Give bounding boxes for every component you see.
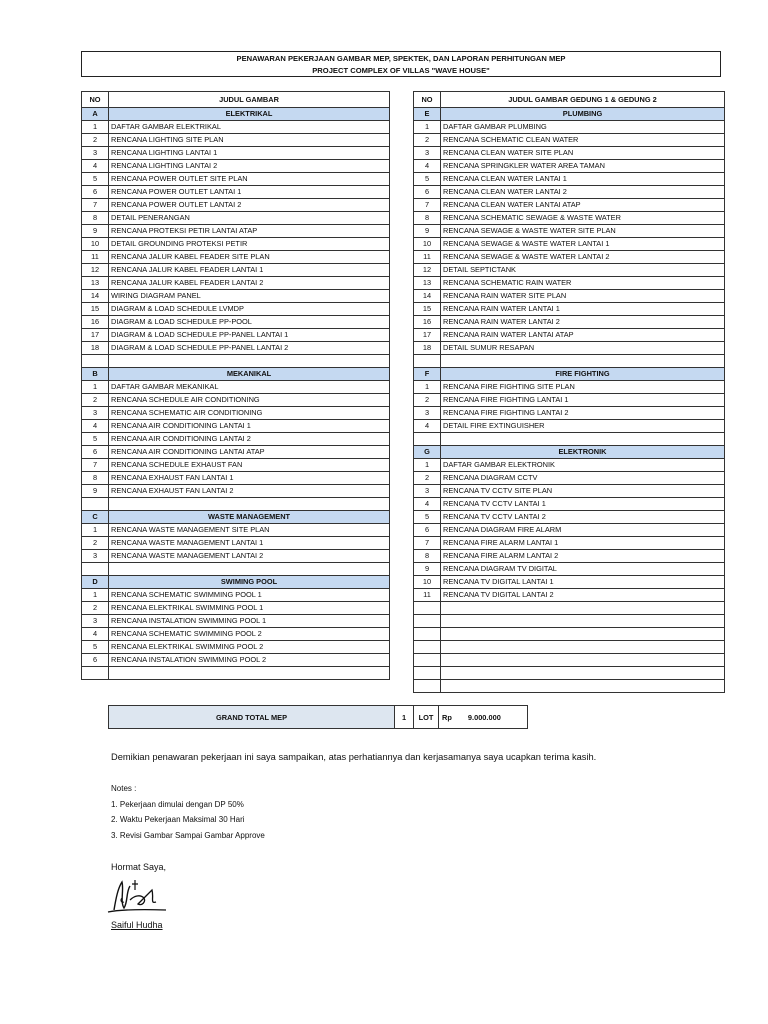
note-item: 2. Waktu Pekerjaan Maksimal 30 Hari	[111, 815, 245, 824]
table-row	[82, 251, 390, 264]
drawing-title: RENCANA RAIN WATER LANTAI ATAP	[441, 329, 725, 342]
row-number: 3	[414, 485, 441, 498]
row-number: 9	[414, 563, 441, 576]
grand-total-label: GRAND TOTAL MEP	[109, 706, 395, 729]
grand-total-row	[108, 705, 528, 729]
table-row	[82, 433, 390, 446]
row-number: 16	[82, 316, 109, 329]
table-row	[414, 147, 725, 160]
row-number	[414, 680, 441, 693]
table-row	[414, 173, 725, 186]
drawing-title: RENCANA RAIN WATER SITE PLAN	[441, 290, 725, 303]
drawing-title: RENCANA PROTEKSI PETIR LANTAI ATAP	[109, 225, 390, 238]
empty-row	[414, 433, 725, 446]
row-number	[82, 355, 109, 368]
row-number	[82, 563, 109, 576]
table-row	[82, 589, 390, 602]
table-row	[82, 329, 390, 342]
row-number: 5	[414, 511, 441, 524]
row-number: 8	[414, 550, 441, 563]
row-number	[82, 498, 109, 511]
table-row	[414, 420, 725, 433]
category-name: SWIMING POOL	[109, 576, 390, 589]
table-row	[82, 264, 390, 277]
drawing-title	[441, 667, 725, 680]
regards-text: Hormat Saya,	[111, 862, 167, 872]
row-number: 9	[414, 225, 441, 238]
row-number: 7	[414, 537, 441, 550]
drawing-title: RENCANA AIR CONDITIONING LANTAI ATAP	[109, 446, 390, 459]
row-number: 2	[82, 602, 109, 615]
column-header-title: JUDUL GAMBAR GEDUNG 1 & GEDUNG 2	[441, 92, 725, 108]
drawing-title: RENCANA EXHAUST FAN LANTAI 1	[109, 472, 390, 485]
table-row	[414, 394, 725, 407]
note-item: 3. Revisi Gambar Sampai Gambar Approve	[111, 830, 265, 840]
empty-row	[414, 654, 725, 667]
category-name: PLUMBING	[441, 108, 725, 121]
table-row	[82, 537, 390, 550]
drawing-title: RENCANA SEWAGE & WASTE WATER LANTAI 2	[441, 251, 725, 264]
row-number: 3	[82, 615, 109, 628]
row-number: 12	[414, 264, 441, 277]
drawing-title: RENCANA RAIN WATER LANTAI 2	[441, 316, 725, 329]
table-row	[82, 147, 390, 160]
row-number: 2	[82, 134, 109, 147]
drawing-title: RENCANA SEWAGE & WASTE WATER SITE PLAN	[441, 225, 725, 238]
notes-section	[111, 781, 265, 843]
row-number: 9	[82, 485, 109, 498]
row-number: 4	[82, 160, 109, 173]
drawing-title: RENCANA DIAGRAM CCTV	[441, 472, 725, 485]
row-number: 3	[82, 550, 109, 563]
document-title: PENAWARAN PEKERJAAN GAMBAR MEP, SPEKTEK, DAN LAPORAN PERHITUNGAN MEP	[236, 54, 566, 63]
row-number: 18	[82, 342, 109, 355]
row-number: 4	[82, 628, 109, 641]
row-number: 3	[82, 407, 109, 420]
table-row	[82, 134, 390, 147]
drawing-title: WIRING DIAGRAM PANEL	[109, 290, 390, 303]
drawing-title: DETAIL FIRE EXTINGUISHER	[441, 420, 725, 433]
drawing-title: RENCANA WASTE MANAGEMENT SITE PLAN	[109, 524, 390, 537]
category-name: ELEKTRIKAL	[109, 108, 390, 121]
table-row	[82, 381, 390, 394]
category-row	[414, 446, 725, 459]
row-number	[414, 615, 441, 628]
row-number: 5	[82, 641, 109, 654]
table-row	[414, 524, 725, 537]
category-code: B	[82, 368, 109, 381]
table-row	[82, 628, 390, 641]
category-name: ELEKTRONIK	[441, 446, 725, 459]
drawing-title: RENCANA SCHEMATIC SWIMMING POOL 2	[109, 628, 390, 641]
table-row	[82, 446, 390, 459]
document-title-box	[81, 51, 721, 77]
drawing-title: RENCANA INSTALATION SWIMMING POOL 2	[109, 654, 390, 667]
row-number: 6	[82, 446, 109, 459]
table-row	[414, 238, 725, 251]
table-row	[82, 654, 390, 667]
table-row	[414, 472, 725, 485]
empty-row	[414, 602, 725, 615]
row-number	[414, 654, 441, 667]
notes-title: Notes :	[111, 784, 137, 793]
table-row	[82, 407, 390, 420]
drawing-title	[441, 602, 725, 615]
table-row	[414, 381, 725, 394]
drawing-title	[109, 355, 390, 368]
drawing-title: RENCANA SCHEDULE EXHAUST FAN	[109, 459, 390, 472]
drawing-title: RENCANA CLEAN WATER SITE PLAN	[441, 147, 725, 160]
row-number: 1	[82, 121, 109, 134]
drawing-title: RENCANA TV DIGITAL LANTAI 2	[441, 589, 725, 602]
drawing-title	[441, 355, 725, 368]
drawing-title: RENCANA SCHEMATIC SWIMMING POOL 1	[109, 589, 390, 602]
drawing-title: RENCANA CLEAN WATER LANTAI 2	[441, 186, 725, 199]
row-number: 1	[414, 381, 441, 394]
empty-row	[82, 355, 390, 368]
table-row	[82, 342, 390, 355]
row-number: 18	[414, 342, 441, 355]
row-number	[414, 433, 441, 446]
drawing-title: DIAGRAM & LOAD SCHEDULE PP-PANEL LANTAI 2	[109, 342, 390, 355]
category-code: A	[82, 108, 109, 121]
category-code: E	[414, 108, 441, 121]
empty-row	[414, 628, 725, 641]
row-number: 10	[82, 238, 109, 251]
signature-icon	[104, 876, 174, 918]
row-number: 13	[82, 277, 109, 290]
row-number: 10	[414, 576, 441, 589]
category-row	[82, 576, 390, 589]
table-row	[82, 225, 390, 238]
table-row	[82, 459, 390, 472]
left-drawing-table	[81, 91, 390, 680]
category-code: G	[414, 446, 441, 459]
category-row	[414, 368, 725, 381]
category-code: C	[82, 511, 109, 524]
table-row	[414, 251, 725, 264]
table-row	[82, 212, 390, 225]
drawing-title: DETAIL PENERANGAN	[109, 212, 390, 225]
row-number: 3	[414, 147, 441, 160]
right-drawing-table	[413, 91, 725, 693]
table-header-row	[414, 92, 725, 108]
table-row	[82, 277, 390, 290]
table-row	[414, 485, 725, 498]
row-number: 17	[414, 329, 441, 342]
row-number: 5	[82, 433, 109, 446]
column-header-no: NO	[414, 92, 441, 108]
drawing-title: DETAIL GROUNDING PROTEKSI PETIR	[109, 238, 390, 251]
table-row	[82, 238, 390, 251]
table-row	[414, 563, 725, 576]
drawing-title: RENCANA INSTALATION SWIMMING POOL 1	[109, 615, 390, 628]
table-row	[82, 641, 390, 654]
table-row	[414, 511, 725, 524]
drawing-title: RENCANA JALUR KABEL FEADER LANTAI 2	[109, 277, 390, 290]
table-row	[414, 303, 725, 316]
table-row	[82, 394, 390, 407]
row-number: 3	[82, 147, 109, 160]
table-row	[82, 173, 390, 186]
drawing-title: RENCANA SCHEMATIC CLEAN WATER	[441, 134, 725, 147]
row-number: 6	[414, 186, 441, 199]
category-name: FIRE FIGHTING	[441, 368, 725, 381]
drawing-title: RENCANA EXHAUST FAN LANTAI 2	[109, 485, 390, 498]
table-row	[414, 407, 725, 420]
row-number: 8	[414, 212, 441, 225]
drawing-title: RENCANA TV CCTV SITE PLAN	[441, 485, 725, 498]
table-row	[82, 121, 390, 134]
row-number: 2	[414, 134, 441, 147]
row-number: 2	[82, 537, 109, 550]
drawing-title: RENCANA AIR CONDITIONING LANTAI 1	[109, 420, 390, 433]
drawing-title	[441, 680, 725, 693]
table-row	[82, 615, 390, 628]
drawing-title: RENCANA LIGHTING SITE PLAN	[109, 134, 390, 147]
drawing-title: RENCANA CLEAN WATER LANTAI ATAP	[441, 199, 725, 212]
table-header-row	[82, 92, 390, 108]
drawing-title: DAFTAR GAMBAR ELEKTRIKAL	[109, 121, 390, 134]
table-row	[82, 602, 390, 615]
column-header-title: JUDUL GAMBAR	[109, 92, 390, 108]
row-number: 11	[414, 589, 441, 602]
category-row	[82, 108, 390, 121]
table-row	[414, 342, 725, 355]
drawing-title: RENCANA WASTE MANAGEMENT LANTAI 1	[109, 537, 390, 550]
drawing-title: RENCANA FIRE FIGHTING LANTAI 2	[441, 407, 725, 420]
drawing-title: RENCANA SPRINGKLER WATER AREA TAMAN	[441, 160, 725, 173]
row-number: 1	[82, 381, 109, 394]
drawing-title: RENCANA TV DIGITAL LANTAI 1	[441, 576, 725, 589]
table-row	[82, 290, 390, 303]
project-name: PROJECT COMPLEX OF VILLAS "WAVE HOUSE"	[312, 66, 490, 75]
drawing-title: RENCANA TV CCTV LANTAI 1	[441, 498, 725, 511]
drawing-title	[109, 498, 390, 511]
drawing-title: RENCANA POWER OUTLET SITE PLAN	[109, 173, 390, 186]
row-number: 4	[414, 160, 441, 173]
drawing-title: RENCANA FIRE ALARM LANTAI 1	[441, 537, 725, 550]
row-number: 9	[82, 225, 109, 238]
category-row	[414, 108, 725, 121]
row-number: 4	[82, 420, 109, 433]
row-number: 4	[414, 498, 441, 511]
table-row	[414, 329, 725, 342]
table-row	[414, 121, 725, 134]
row-number: 3	[414, 407, 441, 420]
category-name: MEKANIKAL	[109, 368, 390, 381]
drawing-title: RENCANA POWER OUTLET LANTAI 1	[109, 186, 390, 199]
drawing-title: RENCANA FIRE FIGHTING SITE PLAN	[441, 381, 725, 394]
drawing-title	[441, 433, 725, 446]
row-number: 13	[414, 277, 441, 290]
empty-row	[82, 498, 390, 511]
row-number: 2	[414, 472, 441, 485]
row-number: 1	[82, 524, 109, 537]
table-row	[414, 212, 725, 225]
closing-statement: Demikian penawaran pekerjaan ini saya sampaikan, atas perhatiannya dan kerjasamanya saya ucapkan terima kasih.	[111, 752, 597, 762]
drawing-title: RENCANA LIGHTING LANTAI 2	[109, 160, 390, 173]
drawing-title: RENCANA WASTE MANAGEMENT LANTAI 2	[109, 550, 390, 563]
table-row	[414, 576, 725, 589]
drawing-title: RENCANA POWER OUTLET LANTAI 2	[109, 199, 390, 212]
drawing-title: RENCANA JALUR KABEL FEADER SITE PLAN	[109, 251, 390, 264]
table-row	[414, 186, 725, 199]
drawing-title: RENCANA TV CCTV LANTAI 2	[441, 511, 725, 524]
drawing-title: RENCANA SCHEMATIC SEWAGE & WASTE WATER	[441, 212, 725, 225]
drawing-title: RENCANA FIRE FIGHTING LANTAI 1	[441, 394, 725, 407]
row-number: 6	[82, 654, 109, 667]
row-number: 14	[414, 290, 441, 303]
table-row	[414, 225, 725, 238]
row-number: 5	[82, 173, 109, 186]
row-number: 1	[414, 121, 441, 134]
drawing-title: DIAGRAM & LOAD SCHEDULE LVMDP	[109, 303, 390, 316]
table-row	[414, 589, 725, 602]
table-row	[414, 316, 725, 329]
row-number: 5	[414, 173, 441, 186]
empty-row	[414, 615, 725, 628]
row-number: 2	[414, 394, 441, 407]
row-number: 1	[414, 459, 441, 472]
row-number	[414, 602, 441, 615]
row-number: 15	[414, 303, 441, 316]
drawing-title	[109, 563, 390, 576]
row-number: 8	[82, 212, 109, 225]
row-number: 7	[414, 199, 441, 212]
table-row	[414, 290, 725, 303]
row-number: 11	[414, 251, 441, 264]
column-header-no: NO	[82, 92, 109, 108]
note-item: 1. Pekerjaan dimulai dengan DP 50%	[111, 799, 244, 809]
table-row	[414, 537, 725, 550]
row-number: 2	[82, 394, 109, 407]
row-number: 14	[82, 290, 109, 303]
row-number	[414, 628, 441, 641]
empty-row	[414, 641, 725, 654]
drawing-title: RENCANA SEWAGE & WASTE WATER LANTAI 1	[441, 238, 725, 251]
table-row	[82, 186, 390, 199]
drawing-title: RENCANA SCHEMATIC RAIN WATER	[441, 277, 725, 290]
row-number: 15	[82, 303, 109, 316]
drawing-title: RENCANA LIGHTING LANTAI 1	[109, 147, 390, 160]
table-row	[82, 472, 390, 485]
drawing-title: DAFTAR GAMBAR MEKANIKAL	[109, 381, 390, 394]
table-row	[82, 316, 390, 329]
table-row	[82, 524, 390, 537]
row-number: 17	[82, 329, 109, 342]
table-row	[82, 420, 390, 433]
signer-name: Saiful Hudha	[111, 920, 163, 930]
drawing-title: DETAIL SEPTICTANK	[441, 264, 725, 277]
empty-row	[414, 680, 725, 693]
category-name: WASTE MANAGEMENT	[109, 511, 390, 524]
currency-label: Rp	[442, 712, 452, 722]
table-row	[414, 199, 725, 212]
row-number	[414, 667, 441, 680]
category-code: D	[82, 576, 109, 589]
table-row	[414, 160, 725, 173]
table-row	[414, 459, 725, 472]
grand-total-amount: 9.000.000	[467, 712, 501, 722]
row-number: 11	[82, 251, 109, 264]
row-number: 16	[414, 316, 441, 329]
table-row	[414, 264, 725, 277]
drawing-title	[441, 628, 725, 641]
category-row	[82, 511, 390, 524]
table-row	[414, 277, 725, 290]
row-number	[414, 641, 441, 654]
row-number: 4	[414, 420, 441, 433]
row-number: 8	[82, 472, 109, 485]
empty-row	[82, 667, 390, 680]
row-number: 10	[414, 238, 441, 251]
table-row	[82, 199, 390, 212]
drawing-title: DIAGRAM & LOAD SCHEDULE PP-POOL	[109, 316, 390, 329]
row-number: 6	[414, 524, 441, 537]
drawing-title	[441, 615, 725, 628]
table-row	[82, 485, 390, 498]
drawing-title: DIAGRAM & LOAD SCHEDULE PP-PANEL LANTAI 1	[109, 329, 390, 342]
drawing-title: RENCANA JALUR KABEL FEADER LANTAI 1	[109, 264, 390, 277]
drawing-title: RENCANA SCHEMATIC AIR CONDITIONING	[109, 407, 390, 420]
table-row	[82, 550, 390, 563]
empty-row	[82, 563, 390, 576]
drawing-title	[441, 641, 725, 654]
empty-row	[414, 355, 725, 368]
drawing-title: RENCANA FIRE ALARM LANTAI 2	[441, 550, 725, 563]
drawing-title	[109, 667, 390, 680]
row-number	[414, 355, 441, 368]
drawing-title: RENCANA DIAGRAM TV DIGITAL	[441, 563, 725, 576]
table-row	[414, 550, 725, 563]
drawing-title	[441, 654, 725, 667]
row-number: 7	[82, 199, 109, 212]
row-number	[82, 667, 109, 680]
drawing-title: RENCANA DIAGRAM FIRE ALARM	[441, 524, 725, 537]
drawing-title: RENCANA CLEAN WATER LANTAI 1	[441, 173, 725, 186]
row-number: 1	[82, 589, 109, 602]
grand-total-unit: LOT	[414, 706, 439, 729]
drawing-title: DETAIL SUMUR RESAPAN	[441, 342, 725, 355]
row-number: 7	[82, 459, 109, 472]
category-row	[82, 368, 390, 381]
table-row	[414, 498, 725, 511]
grand-total-price	[439, 706, 528, 729]
table-row	[82, 160, 390, 173]
drawing-title: DAFTAR GAMBAR ELEKTRONIK	[441, 459, 725, 472]
empty-row	[414, 667, 725, 680]
drawing-title: RENCANA ELEKTRIKAL SWIMMING POOL 1	[109, 602, 390, 615]
drawing-title: RENCANA ELEKTRIKAL SWIMMING POOL 2	[109, 641, 390, 654]
drawing-title: RENCANA RAIN WATER LANTAI 1	[441, 303, 725, 316]
drawing-title: RENCANA SCHEDULE AIR CONDITIONING	[109, 394, 390, 407]
category-code: F	[414, 368, 441, 381]
table-row	[82, 303, 390, 316]
drawing-title: RENCANA AIR CONDITIONING LANTAI 2	[109, 433, 390, 446]
grand-total-qty: 1	[395, 706, 414, 729]
table-row	[414, 134, 725, 147]
row-number: 6	[82, 186, 109, 199]
row-number: 12	[82, 264, 109, 277]
drawing-title: DAFTAR GAMBAR PLUMBING	[441, 121, 725, 134]
